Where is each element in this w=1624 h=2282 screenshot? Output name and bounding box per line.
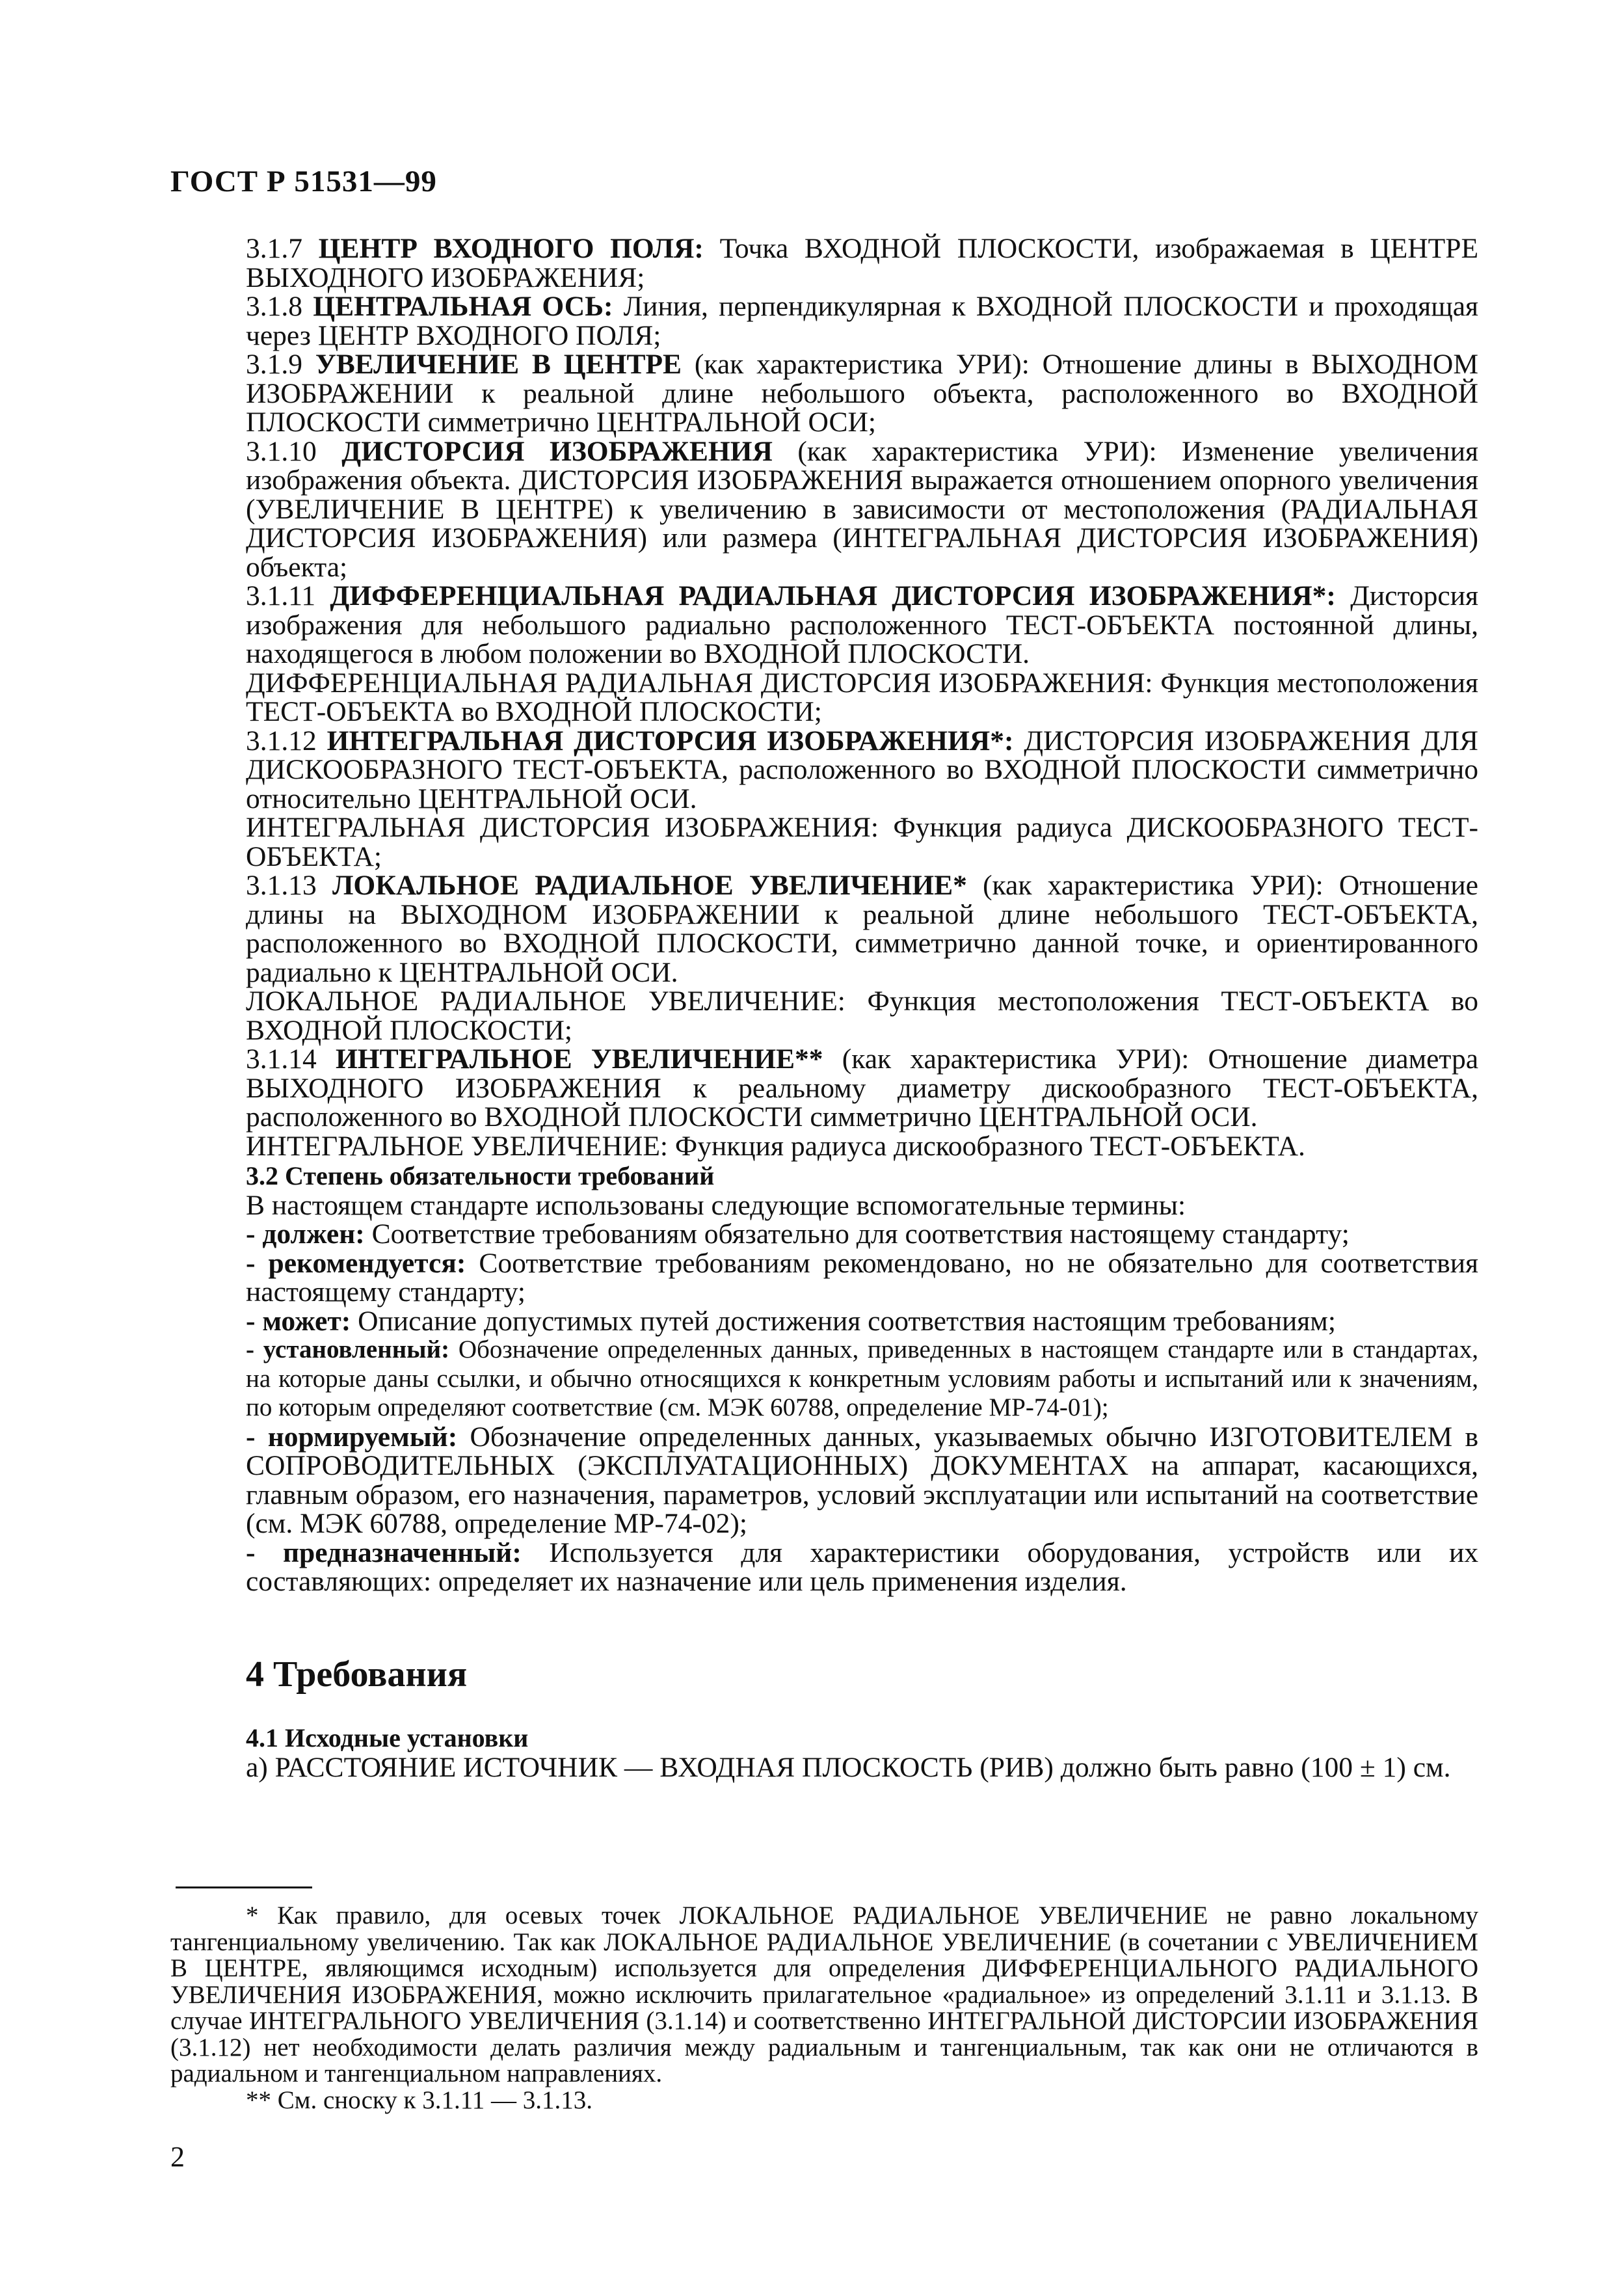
subsection-intro: В настоящем стандарте использованы следующие вспомогательные термины: [246,1189,1186,1221]
definition-note [246,669,1478,727]
definitions-body [246,234,1478,1596]
requirement-term-item [246,1423,1478,1538]
definition-3-1-9 [246,350,1478,437]
requirement-term: - установленный: [246,1336,450,1363]
subsection-3-2-title: 3.2 Степень обязательности требований [246,1161,715,1190]
definition-number: 3.1.7 [246,233,302,264]
definition-3-1-13 [246,871,1478,987]
page-number: 2 [170,2141,185,2173]
definition-note [246,1132,1478,1161]
document-header: ГОСТ Р 51531—99 [170,165,437,198]
footnote-2: ** См. сноску к 3.1.11 — 3.1.13. [246,2086,593,2114]
definition-number: 3.1.8 [246,291,302,322]
definition-3-1-8 [246,292,1478,350]
footnote-1: * Как правило, для осевых точек ЛОКАЛЬНОЕ РАДИАЛЬНОЕ УВЕЛИЧЕНИЕ не равно локальному тангенциальному увеличению. Так как ЛОКАЛЬНОЕ РАДИАЛЬНОЕ УВЕЛИЧЕНИЕ (в сочетании с УВЕЛИЧЕНИЕМ В ЦЕНТРЕ, являющимся исходным) используется для определения ДИФФЕРЕНЦИАЛЬНОГО РАДИАЛЬНОГО УВЕЛИЧЕНИЯ ИЗОБРАЖЕНИЯ, можно исключить прилагательное «радиальное» из определений 3.1.11 и 3.1.13. В случае ИНТЕГРАЛЬНОГО УВЕЛИЧЕНИЯ (3.1.14) и соответственно ИНТЕГРАЛЬНОЙ ДИСТОРСИИ ИЗОБРАЖЕНИЯ (3.1.12) нет необходимости делать различия между радиальным и тангенциальным, так как они не отличаются в радиальном и тангенциальном направлениях. [170,1901,1478,2087]
definition-number: 3.1.12 [246,725,317,757]
definition-3-1-11 [246,582,1478,669]
definition-term: ДИСТОРСИЯ ИЗОБРАЖЕНИЯ [341,435,773,467]
definition-number: 3.1.10 [246,435,317,467]
definition-note [246,813,1478,871]
requirement-item-a: а) РАССТОЯНИЕ ИСТОЧНИК — ВХОДНАЯ ПЛОСКОСТЬ (РИВ) должно быть равно (100 ± 1) см. [246,1751,1451,1783]
subsection-4-1-title: 4.1 Исходные установки [246,1723,529,1752]
definition-3-1-10 [246,437,1478,582]
requirement-term: - предназначенный: [246,1537,522,1568]
definition-term: УВЕЛИЧЕНИЕ В ЦЕНТРЕ [315,349,682,380]
footnote-divider [176,1886,312,1888]
definition-text: ИНТЕГРАЛЬНОЕ УВЕЛИЧЕНИЕ: Функция радиуса дискообразного ТЕСТ-ОБЪЕКТА. [246,1130,1305,1162]
definition-text: ДИСТОРСИЯ ИЗОБРАЖЕНИЯ ДЛЯ ДИСКООБРАЗНОГО ТЕСТ-ОБЪЕКТА, расположенного во ВХОДНОЙ ПЛОСКОСТИ симметрично относительно ЦЕНТРАЛЬНОЙ ОСИ. [246,725,1479,814]
definition-3-1-14 [246,1045,1478,1132]
requirement-term: - может: [246,1305,351,1337]
definition-number: 3.1.11 [246,580,316,611]
definition-text: (как характеристика УРИ): Отношение длины на ВЫХОДНОМ ИЗОБРАЖЕНИИ к реальной длине небольшого ТЕСТ-ОБЪЕКТА, расположенного во ВХОДНОЙ ПЛОСКОСТИ, симметрично данной точке, и ориентированного радиально к ЦЕНТРАЛЬНОЙ ОСИ. [246,870,1478,988]
definition-term: ИНТЕГРАЛЬНОЕ УВЕЛИЧЕНИЕ** [335,1043,823,1075]
definition-term: ИНТЕГРАЛЬНАЯ ДИСТОРСИЯ ИЗОБРАЖЕНИЯ*: [326,725,1014,757]
definition-text: Линия, перпендикулярная к ВХОДНОЙ ПЛОСКОСТИ и проходящая через ЦЕНТР ВХОДНОГО ПОЛЯ; [246,291,1479,351]
section-4-body [246,1723,1478,1782]
definition-text: ДИФФЕРЕНЦИАЛЬНАЯ РАДИАЛЬНАЯ ДИСТОРСИЯ ИЗОБРАЖЕНИЯ: Функция местоположения ТЕСТ-ОБЪЕКТА во ВХОДНОЙ ПЛОСКОСТИ; [246,667,1478,727]
requirement-term-item [246,1538,1478,1596]
definition-number: 3.1.13 [246,870,317,901]
requirement-term-item [246,1249,1478,1307]
section-4-title: 4 Требования [246,1654,468,1695]
footnotes [170,1903,1478,2114]
definition-text: (как характеристика УРИ): Отношение диаметра ВЫХОДНОГО ИЗОБРАЖЕНИЯ к реальному диаметру дискообразного ТЕСТ-ОБЪЕКТА, расположенного во ВХОДНОЙ ПЛОСКОСТИ симметрично ЦЕНТРАЛЬНОЙ ОСИ. [246,1043,1479,1133]
requirement-term-item [246,1220,1478,1249]
definition-text: (как характеристика УРИ): Изменение увеличения изображения объекта. ДИСТОРСИЯ ИЗОБРАЖЕНИЯ выражается отношением опорного увеличения (УВЕЛИЧЕНИЕ В ЦЕНТРЕ) к увеличению в зависимости от местоположения (РАДИАЛЬНАЯ ДИСТОРСИЯ ИЗОБРАЖЕНИЯ) или размера (ИНТЕГРАЛЬНАЯ ДИСТОРСИЯ ИЗОБРАЖЕНИЯ) объекта; [246,435,1479,583]
definition-term: ЛОКАЛЬНОЕ РАДИАЛЬНОЕ УВЕЛИЧЕНИЕ* [332,870,967,901]
definition-text: (как характеристика УРИ): Отношение длины в ВЫХОДНОМ ИЗОБРАЖЕНИИ к реальной длине небольшого объекта, расположенного во ВХОДНОЙ ПЛОСКОСТИ симметрично ЦЕНТРАЛЬНОЙ ОСИ; [246,349,1479,438]
definition-number: 3.1.9 [246,349,302,380]
requirement-term: - должен: [246,1218,365,1250]
requirement-text: Обозначение определенных данных, указываемых обычно ИЗГОТОВИТЕЛЕМ в СОПРОВОДИТЕЛЬНЫХ (ЭКСПЛУАТАЦИОННЫХ) ДОКУМЕНТАХ на аппарат, касающихся, главным образом, его назначения, параметров, условий эксплуатации или испытаний на соответствие (см. МЭК 60788, определение MP-74-02); [246,1421,1478,1539]
requirement-term: - рекомендуется: [246,1247,466,1279]
definition-text: Точка ВХОДНОЙ ПЛОСКОСТИ, изображаемая в ЦЕНТРЕ ВЫХОДНОГО ИЗОБРАЖЕНИЯ; [246,233,1479,293]
requirement-term: - нормируемый: [246,1421,458,1453]
requirement-term-item [246,1307,1478,1336]
requirement-text: Соответствие требованиям рекомендовано, но не обязательно для соответствия настоящему стандарту; [246,1247,1478,1308]
definition-number: 3.1.14 [246,1043,317,1075]
definition-text: Дисторсия изображения для небольшого радиально расположенного ТЕСТ-ОБЪЕКТА постоянной длины, находящегося в любом положении во ВХОДНОЙ ПЛОСКОСТИ. [246,580,1478,669]
definition-note [246,987,1478,1045]
requirement-text: Соответствие требованиям обязательно для соответствия настоящему стандарту; [364,1218,1350,1250]
requirement-term-item [246,1336,1478,1423]
definition-text: ИНТЕГРАЛЬНАЯ ДИСТОРСИЯ ИЗОБРАЖЕНИЯ: Функция радиуса ДИСКООБРАЗНОГО ТЕСТ-ОБЪЕКТА; [246,812,1478,872]
definition-term: ДИФФЕРЕНЦИАЛЬНАЯ РАДИАЛЬНАЯ ДИСТОРСИЯ ИЗОБРАЖЕНИЯ*: [330,580,1336,611]
definition-term: ЦЕНТР ВХОДНОГО ПОЛЯ: [318,233,704,264]
definition-text: ЛОКАЛЬНОЕ РАДИАЛЬНОЕ УВЕЛИЧЕНИЕ: Функция местоположения ТЕСТ-ОБЪЕКТА во ВХОДНОЙ ПЛОСКОСТИ; [246,986,1478,1046]
definition-3-1-7 [246,234,1478,292]
definition-3-1-12 [246,727,1478,814]
requirement-text: Используется для характеристики оборудования, устройств или их составляющих: определяет их назначение или цель применения изделия. [246,1537,1478,1597]
requirement-text: Обозначение определенных данных, приведенных в настоящем стандарте или в стандартах, на которые даны ссылки, и обычно относящихся к конкретным условиям работы и испытаний или к значениям, по которым определяют соответствие (см. МЭК 60788, определение MP-74-01); [246,1336,1478,1421]
definition-term: ЦЕНТРАЛЬНАЯ ОСЬ: [313,291,613,322]
requirement-text: Описание допустимых путей достижения соответствия настоящим требованиям; [351,1305,1336,1337]
